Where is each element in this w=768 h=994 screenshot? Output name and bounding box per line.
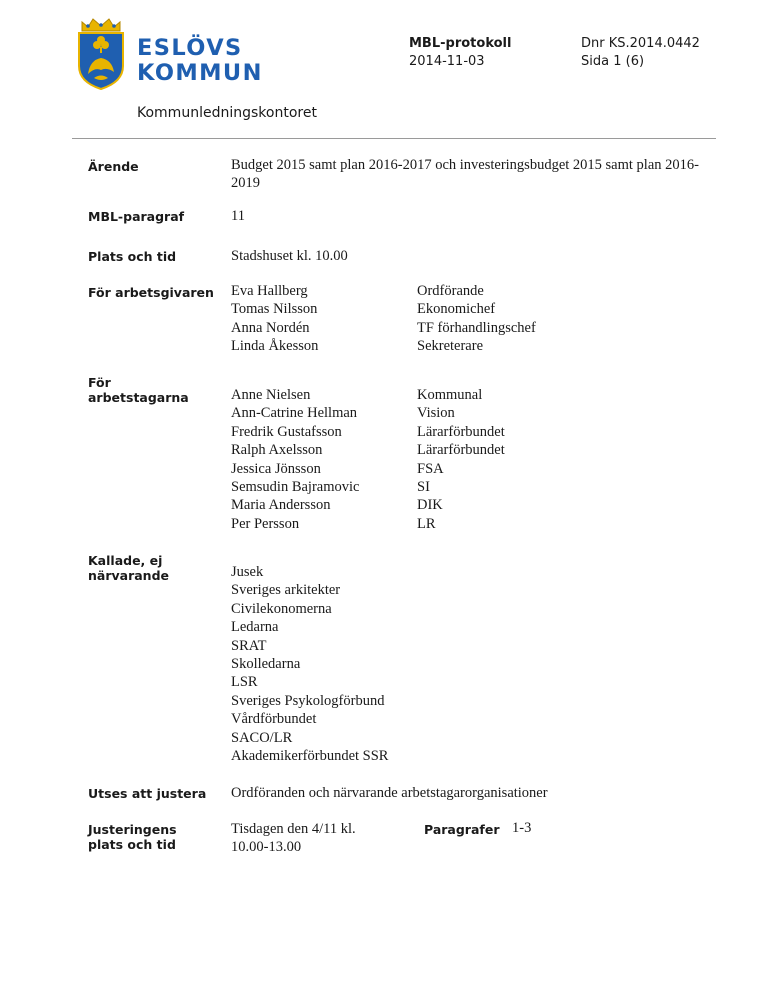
list-item: Ekonomichef bbox=[417, 301, 496, 318]
arbetstagarna-label bbox=[88, 375, 189, 405]
office-name: Kommunledningskontoret bbox=[137, 105, 317, 121]
list-item: Jessica Jönsson bbox=[231, 460, 321, 477]
label-line: Justeringens bbox=[88, 822, 177, 837]
document-type: MBL-protokoll bbox=[409, 36, 512, 51]
municipality-coat-of-arms-logo bbox=[76, 16, 126, 90]
brand-wordmark bbox=[137, 36, 263, 86]
list-item: Anne Nielsen bbox=[231, 387, 311, 403]
header-divider bbox=[72, 138, 716, 139]
list-item: Lärarförbundet bbox=[417, 442, 505, 459]
justering-value bbox=[231, 820, 356, 857]
list-item: Sveriges Psykologförbund bbox=[231, 692, 385, 709]
list-item: Skolledarna bbox=[231, 656, 301, 673]
arbetsgivaren-roles bbox=[417, 282, 536, 356]
plats-och-tid-label: Plats och tid bbox=[88, 249, 177, 264]
list-item: Jusek bbox=[231, 564, 264, 580]
label-line: plats och tid bbox=[88, 837, 176, 852]
coat-of-arms-icon bbox=[76, 16, 126, 90]
label-line: närvarande bbox=[88, 568, 170, 583]
list-item: Vision bbox=[417, 405, 455, 422]
list-item: Vårdförbundet bbox=[231, 711, 317, 728]
mbl-paragraf-value: 11 bbox=[231, 208, 245, 224]
justering-label bbox=[88, 822, 177, 852]
list-item: Akademikerförbundet SSR bbox=[231, 748, 389, 765]
list-item: SI bbox=[417, 479, 430, 496]
list-item: LSR bbox=[231, 674, 258, 691]
list-item: Maria Andersson bbox=[231, 497, 331, 514]
arbetsgivaren-label: För arbetsgivaren bbox=[88, 285, 214, 300]
label-line: För bbox=[88, 375, 111, 390]
value-line: Tisdagen den 4/11 kl. bbox=[231, 821, 356, 837]
list-item: Civilekonomerna bbox=[231, 600, 332, 617]
list-item: Semsudin Bajramovic bbox=[231, 479, 360, 496]
diary-number: Dnr KS.2014.0442 bbox=[581, 36, 700, 51]
list-item: TF förhandlingschef bbox=[417, 319, 536, 336]
document-date: 2014-11-03 bbox=[409, 54, 485, 69]
list-item: Kommunal bbox=[417, 387, 483, 403]
page-number: Sida 1 (6) bbox=[581, 54, 645, 69]
list-item: Ralph Axelsson bbox=[231, 442, 323, 459]
list-item: Per Persson bbox=[231, 515, 300, 532]
label-line: Kallade, ej bbox=[88, 553, 163, 568]
list-item: Sekreterare bbox=[417, 338, 484, 355]
plats-och-tid-value: Stadshuset kl. 10.00 bbox=[231, 248, 348, 264]
brand-line-1: ESLÖVS bbox=[137, 35, 243, 61]
list-item: Eva Hallberg bbox=[231, 283, 308, 299]
value-line: 10.00-13.00 bbox=[231, 839, 302, 856]
arbetsgivaren-names bbox=[231, 282, 318, 356]
paragrafer-value: 1-3 bbox=[512, 820, 532, 836]
utses-value: Ordföranden och närvarande arbetstagarorganisationer bbox=[231, 785, 548, 801]
brand-line-2: KOMMUN bbox=[137, 60, 263, 86]
arbetstagarna-names bbox=[231, 386, 359, 533]
list-item: Ann-Catrine Hellman bbox=[231, 405, 358, 422]
list-item: Anna Nordén bbox=[231, 319, 310, 336]
paragrafer-label: Paragrafer bbox=[424, 822, 500, 837]
kallade-label bbox=[88, 553, 169, 583]
kallade-list bbox=[231, 563, 388, 765]
list-item: LR bbox=[417, 515, 436, 532]
arende-label: Ärende bbox=[88, 159, 139, 174]
list-item: SRAT bbox=[231, 637, 267, 654]
list-item: Tomas Nilsson bbox=[231, 301, 318, 318]
list-item: Fredrik Gustafsson bbox=[231, 423, 342, 440]
utses-label: Utses att justera bbox=[88, 786, 207, 801]
list-item: Linda Åkesson bbox=[231, 338, 319, 355]
list-item: SACO/LR bbox=[231, 729, 293, 746]
arende-value: Budget 2015 samt plan 2016-2017 och investeringsbudget 2015 samt plan 2016-2019 bbox=[231, 157, 699, 192]
list-item: FSA bbox=[417, 460, 444, 477]
list-item: Lärarförbundet bbox=[417, 423, 505, 440]
list-item: Ordförande bbox=[417, 283, 484, 299]
list-item: Ledarna bbox=[231, 619, 279, 636]
list-item: Sveriges arkitekter bbox=[231, 582, 341, 599]
mbl-paragraf-label: MBL-paragraf bbox=[88, 209, 185, 224]
list-item: DIK bbox=[417, 497, 443, 514]
label-line: arbetstagarna bbox=[88, 390, 189, 405]
arbetstagarna-orgs bbox=[417, 386, 505, 533]
